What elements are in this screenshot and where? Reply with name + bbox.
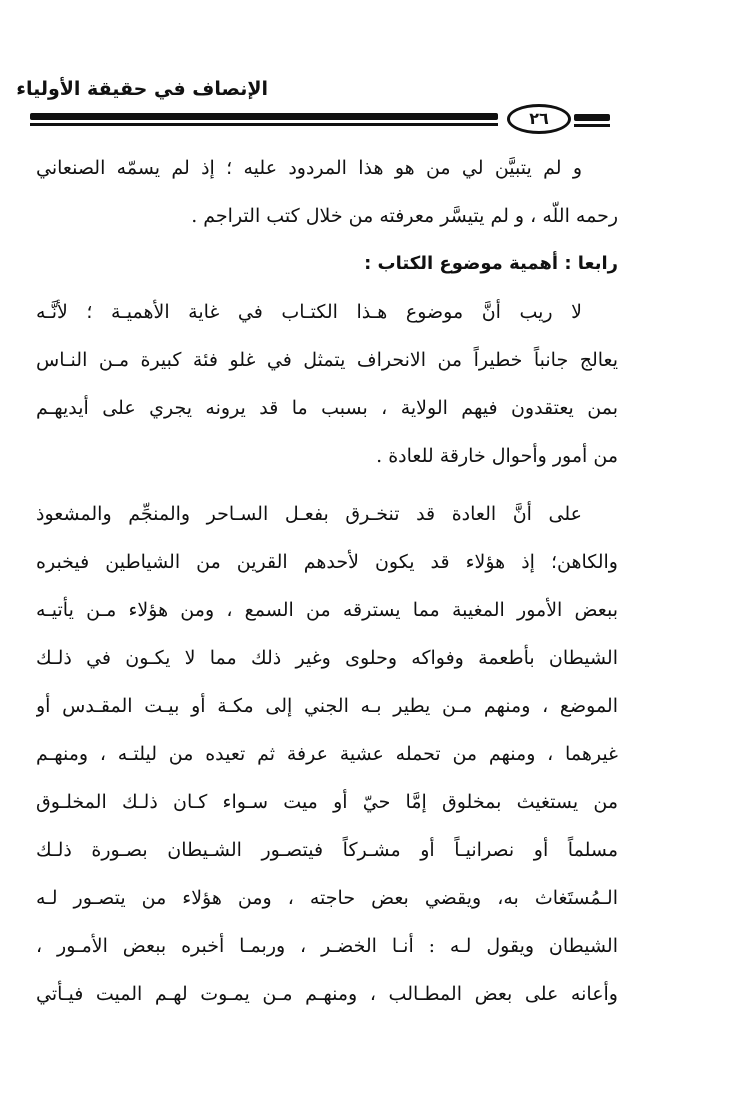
paragraph-gap <box>36 480 618 490</box>
text-line: غيرهما ، ومنهم من تحمله عشية عرفة ثم تعيده من ليلتـه ، ومنهـم <box>36 743 618 765</box>
page-number: ٢٦ <box>507 104 571 134</box>
header-rule-thick <box>30 113 498 120</box>
text-line: بمن يعتقدون فيهم الولاية ، بسبب ما قد يرونه يجري على أيديهـم <box>36 397 618 419</box>
text-line: من يستغيث بمخلوق إمَّا حيّ أو ميت سـواء كـان ذلـك المخلـوق <box>36 791 618 813</box>
header-rule-thin <box>30 123 498 126</box>
text-line: الشيطان ويقول لـه : أنـا الخضـر ، وربمـا أخبره ببعض الأمـور ، <box>36 935 618 957</box>
running-header-title: الإنصاف في حقيقة الأولياء <box>16 78 268 100</box>
text-line: من أمور وأحوال خارقة للعادة . <box>376 445 618 467</box>
header-rule-right <box>574 114 610 121</box>
text-line: ببعض الأمور المغيبة مما يسترقه من السمع ، ومن هؤلاء مـن يأتيـه <box>36 599 618 621</box>
section-heading: رابعا : أهمية موضوع الكتاب : <box>364 253 618 274</box>
text-line: والكاهن؛ إذ هؤلاء قد يكون لأحدهم القرين من الشياطين فيخبره <box>36 551 618 573</box>
text-line: الـمُستَغاث به، ويقضي بعض حاجته ، ومن هؤلاء من يتصـور لـه <box>36 887 618 909</box>
page-body <box>36 144 618 1018</box>
text-line: الموضع ، ومنهم مـن يطير بـه الجني إلى مكـة أو بيـت المقـدس أو <box>36 695 618 717</box>
text-line: لا ريب أنَّ موضوع هـذا الكتـاب في غاية الأهميـة ؛ لأنَّـه <box>36 301 582 323</box>
text-line: رحمه اللّه ، و لم يتيسَّر معرفته من خلال كتب التراجم . <box>191 205 618 227</box>
text-line: و لم يتبيَّن لي من هو هذا المردود عليه ؛ إذ لم يسمّه الصنعاني <box>36 157 582 179</box>
text-line: وأعانه على بعض المطـالب ، ومنهـم مـن يمـوت لهـم الميت فيـأتي <box>36 983 618 1005</box>
text-line: على أنَّ العادة قد تنخـرق بفعـل السـاحر والمنجِّم والمشعوذ <box>36 503 582 525</box>
text-line: مسلماً أو نصرانيـاً أو مشـركاً فيتصـور الشـيطان بصـورة ذلـك <box>36 839 618 861</box>
text-line: الشيطان بأطعمة وفواكه وحلوى وغير ذلك مما لا يكـون في ذلـك <box>36 647 618 669</box>
header-rule-right-thin <box>574 124 610 127</box>
text-line: يعالج جانباً خطيراً من الانحراف يتمثل في غلو فئة كبيرة مـن النـاس <box>36 349 618 371</box>
